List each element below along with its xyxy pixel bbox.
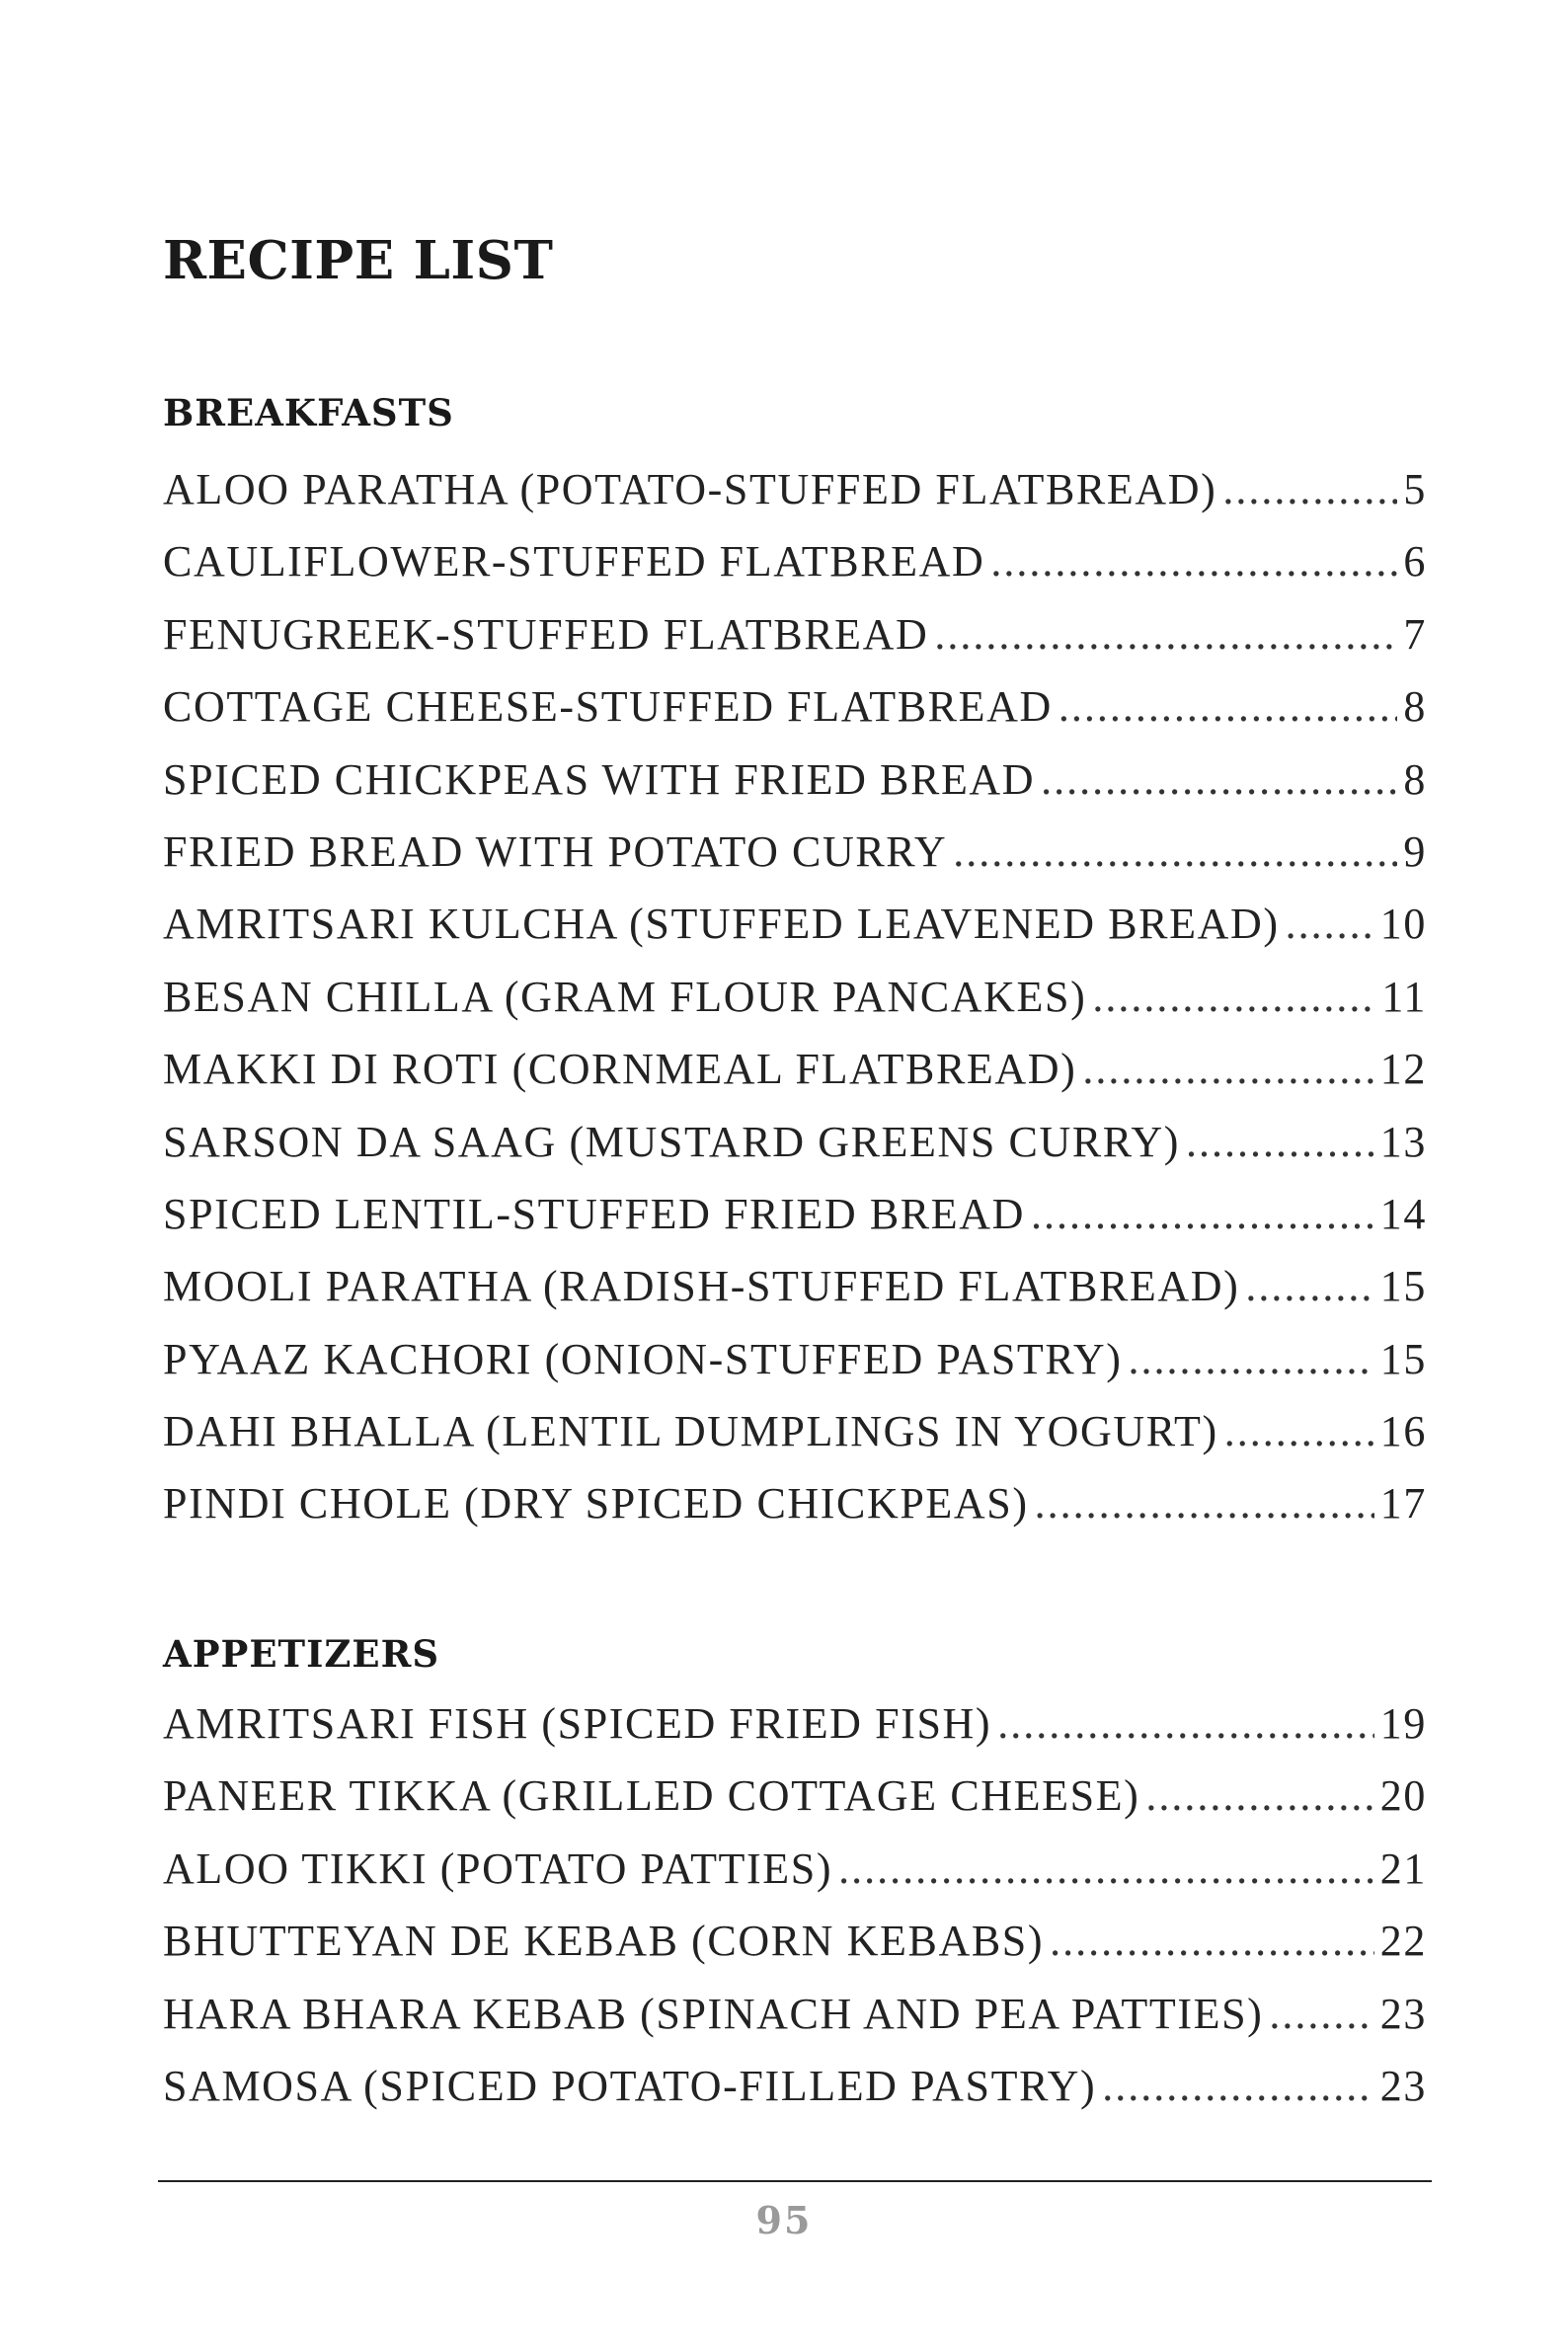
dot-leader [1102, 2061, 1374, 2111]
toc-entry-page: 17 [1379, 1479, 1427, 1529]
page-number: 95 [755, 2198, 813, 2242]
dot-leader [1145, 1770, 1373, 1821]
toc-entry-page: 7 [1403, 609, 1427, 659]
dot-leader [934, 609, 1397, 660]
toc-entry-title: HARA BHARA KEBAB (SPINACH AND PEA PATTIES) [163, 1989, 1264, 2038]
toc-entry-title: COTTAGE CHEESE-STUFFED FLATBREAD [163, 682, 1053, 732]
toc-entry-title: MOOLI PARATHA (RADISH-STUFFED FLATBREAD) [163, 1262, 1240, 1311]
toc-entry [163, 1189, 1427, 1261]
toc-entry-page: 10 [1379, 900, 1427, 949]
toc-entry-title: FRIED BREAD WITH POTATO CURRY [163, 826, 948, 876]
toc-entry-page: 23 [1379, 2061, 1427, 2110]
toc-entry-title: ALOO PARATHA (POTATO-STUFFED FLATBREAD) [163, 465, 1217, 513]
toc-entry-page: 15 [1379, 1334, 1427, 1383]
toc-entry [163, 1406, 1427, 1478]
toc-entry-title: FENUGREEK-STUFFED FLATBREAD [163, 609, 929, 659]
toc-entry-page: 14 [1379, 1189, 1427, 1238]
dot-leader [1269, 1989, 1373, 2039]
section-heading-appetizers: APPETIZERS [163, 1632, 440, 1676]
dot-leader [1186, 1117, 1374, 1167]
dot-leader [838, 1843, 1374, 1894]
toc-entry-page: 15 [1379, 1262, 1427, 1311]
dot-leader [990, 536, 1397, 587]
toc-entry [163, 2061, 1427, 2133]
toc-entry-title: DAHI BHALLA (LENTIL DUMPLINGS IN YOGURT) [163, 1407, 1218, 1456]
toc-entry-title: PYAAZ KACHORI (ONION-STUFFED PASTRY) [163, 1334, 1123, 1383]
toc-entry [163, 1916, 1427, 1988]
breakfasts-list [163, 464, 1427, 1551]
section-heading-breakfasts: BREAKFASTS [163, 391, 454, 434]
toc-entry-title: AMRITSARI KULCHA (STUFFED LEAVENED BREAD) [163, 900, 1280, 949]
footer-rule [158, 2180, 1432, 2182]
toc-entry [163, 1261, 1427, 1333]
toc-entry-title: PANEER TIKKA (GRILLED COTTAGE CHEESE) [163, 1771, 1140, 1821]
toc-entry-title: ALOO TIKKI (POTATO PATTIES) [163, 1843, 833, 1893]
toc-entry-page: 9 [1403, 826, 1427, 876]
toc-entry-title: BESAN CHILLA (GRAM FLOUR PANCAKES) [163, 972, 1087, 1021]
toc-entry-page: 20 [1379, 1771, 1427, 1821]
dot-leader [1129, 1334, 1374, 1384]
dot-leader [1041, 754, 1397, 805]
toc-entry [163, 826, 1427, 899]
toc-entry [163, 681, 1427, 753]
dot-leader [1035, 1478, 1374, 1529]
toc-entry [163, 1770, 1427, 1842]
toc-entry-page: 8 [1403, 754, 1427, 804]
toc-entry-title: CAULIFLOWER-STUFFED FLATBREAD [163, 537, 985, 587]
dot-leader [1050, 1916, 1374, 1966]
toc-entry-page: 11 [1381, 972, 1427, 1021]
toc-entry [163, 1044, 1427, 1116]
dot-leader [1245, 1261, 1373, 1311]
toc-entry [163, 1989, 1427, 2061]
dot-leader [1222, 464, 1397, 514]
toc-entry [163, 609, 1427, 681]
toc-entry-title: MAKKI DI ROTI (CORNMEAL FLATBREAD) [163, 1045, 1077, 1094]
toc-entry-title: SPICED CHICKPEAS WITH FRIED BREAD [163, 754, 1036, 804]
toc-entry-page: 23 [1379, 1989, 1427, 2038]
toc-entry-title: SAMOSA (SPICED POTATO-FILLED PASTRY) [163, 2061, 1097, 2110]
toc-entry-title: BHUTTEYAN DE KEBAB (CORN KEBABS) [163, 1917, 1045, 1966]
toc-entry [163, 536, 1427, 608]
toc-entry-title: AMRITSARI FISH (SPICED FRIED FISH) [163, 1699, 992, 1748]
toc-entry-page: 12 [1379, 1045, 1427, 1094]
toc-entry [163, 754, 1427, 826]
toc-entry-page: 8 [1403, 682, 1427, 732]
toc-entry [163, 899, 1427, 971]
toc-entry [163, 464, 1427, 536]
toc-entry [163, 1334, 1427, 1406]
toc-entry-page: 6 [1403, 537, 1427, 587]
toc-entry [163, 1843, 1427, 1916]
dot-leader [1224, 1406, 1374, 1456]
toc-entry [163, 1117, 1427, 1189]
toc-entry-page: 16 [1379, 1407, 1427, 1456]
toc-entry-title: SPICED LENTIL-STUFFED FRIED BREAD [163, 1189, 1025, 1238]
page-title: RECIPE LIST [163, 230, 554, 291]
dot-leader [1031, 1189, 1374, 1239]
dot-leader [1286, 899, 1374, 949]
toc-entry-title: PINDI CHOLE (DRY SPICED CHICKPEAS) [163, 1479, 1029, 1529]
toc-entry [163, 972, 1427, 1044]
toc-entry [163, 1478, 1427, 1550]
dot-leader [1092, 972, 1375, 1022]
dot-leader [1082, 1044, 1373, 1094]
toc-entry [163, 1698, 1427, 1770]
dot-leader [997, 1698, 1374, 1749]
dot-leader [953, 826, 1397, 877]
appetizers-list [163, 1698, 1427, 2133]
toc-entry-page: 13 [1379, 1117, 1427, 1166]
toc-entry-page: 21 [1379, 1843, 1427, 1893]
dot-leader [1058, 681, 1398, 732]
toc-entry-title: SARSON DA SAAG (MUSTARD GREENS CURRY) [163, 1117, 1180, 1166]
toc-entry-page: 19 [1379, 1699, 1427, 1748]
toc-entry-page: 5 [1403, 465, 1427, 513]
toc-entry-page: 22 [1379, 1917, 1427, 1966]
